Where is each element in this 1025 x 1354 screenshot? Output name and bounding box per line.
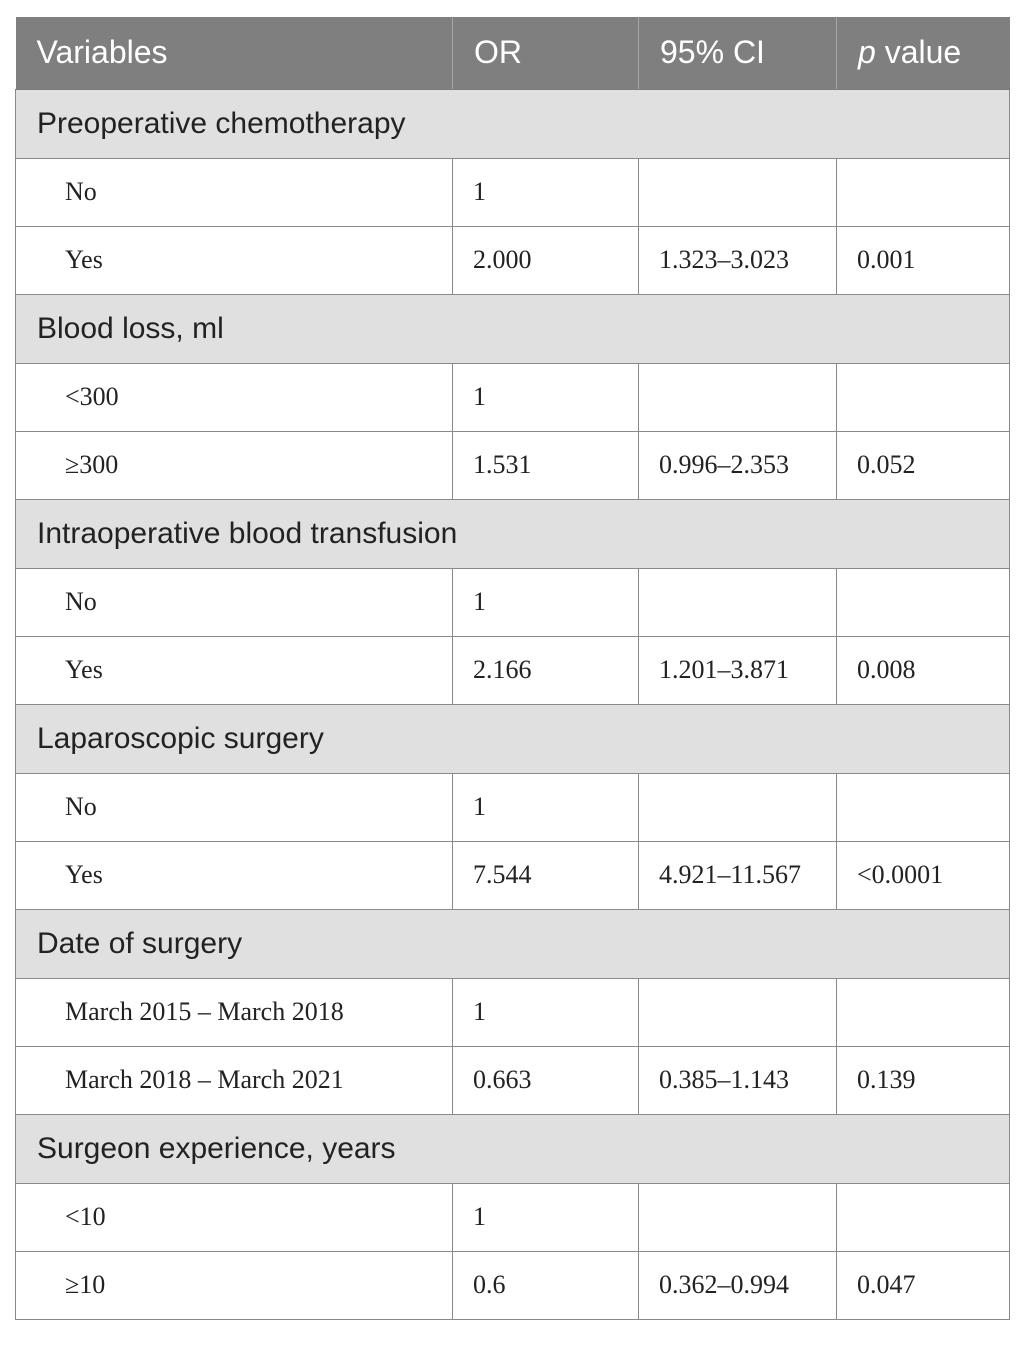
group-row (16, 704, 1010, 773)
row-ci: 0.362–0.994 (639, 1251, 837, 1319)
row-or: 7.544 (453, 841, 639, 909)
row-or: 1 (453, 978, 639, 1046)
row-p (837, 158, 1010, 226)
table-header-row (16, 17, 1010, 89)
row-or: 1.531 (453, 431, 639, 499)
row-p: 0.001 (837, 226, 1010, 294)
table-row (16, 841, 1010, 909)
group-row (16, 499, 1010, 568)
table-row (16, 158, 1010, 226)
row-or: 1 (453, 568, 639, 636)
row-ci: 0.385–1.143 (639, 1046, 837, 1114)
group-title: Preoperative chemotherapy (16, 89, 1010, 158)
table-row (16, 1251, 1010, 1319)
row-ci (639, 568, 837, 636)
header-p-value (837, 17, 1010, 89)
row-p: 0.139 (837, 1046, 1010, 1114)
row-label: No (16, 158, 453, 226)
row-label: March 2018 – March 2021 (16, 1046, 453, 1114)
row-label: No (16, 773, 453, 841)
row-label: March 2015 – March 2018 (16, 978, 453, 1046)
row-label: <300 (16, 363, 453, 431)
row-label: No (16, 568, 453, 636)
table-row (16, 1183, 1010, 1251)
row-p (837, 363, 1010, 431)
row-p: 0.008 (837, 636, 1010, 704)
group-title: Surgeon experience, years (16, 1114, 1010, 1183)
row-p: <0.0001 (837, 841, 1010, 909)
table-row (16, 636, 1010, 704)
table-row (16, 431, 1010, 499)
row-p: 0.047 (837, 1251, 1010, 1319)
table-row (16, 978, 1010, 1046)
header-variables: Variables (16, 17, 453, 89)
row-or: 2.000 (453, 226, 639, 294)
row-ci: 4.921–11.567 (639, 841, 837, 909)
group-row (16, 294, 1010, 363)
group-row (16, 1114, 1010, 1183)
group-title: Blood loss, ml (16, 294, 1010, 363)
group-title: Date of surgery (16, 909, 1010, 978)
table-row (16, 363, 1010, 431)
row-label: <10 (16, 1183, 453, 1251)
row-label: ≥300 (16, 431, 453, 499)
group-row (16, 89, 1010, 158)
row-or: 1 (453, 773, 639, 841)
row-ci: 0.996–2.353 (639, 431, 837, 499)
row-or: 2.166 (453, 636, 639, 704)
row-p: 0.052 (837, 431, 1010, 499)
row-ci (639, 773, 837, 841)
group-title: Intraoperative blood transfusion (16, 499, 1010, 568)
row-or: 1 (453, 158, 639, 226)
group-row (16, 909, 1010, 978)
row-label: Yes (16, 636, 453, 704)
row-ci (639, 1183, 837, 1251)
row-label: ≥10 (16, 1251, 453, 1319)
row-or: 1 (453, 363, 639, 431)
row-ci (639, 978, 837, 1046)
table-row (16, 773, 1010, 841)
group-title: Laparoscopic surgery (16, 704, 1010, 773)
odds-ratio-table (15, 17, 1010, 1320)
table-row (16, 226, 1010, 294)
table-row (16, 568, 1010, 636)
header-p-italic: p (858, 34, 876, 71)
header-or: OR (453, 17, 639, 89)
row-ci: 1.323–3.023 (639, 226, 837, 294)
row-label: Yes (16, 841, 453, 909)
row-ci: 1.201–3.871 (639, 636, 837, 704)
row-p (837, 568, 1010, 636)
header-ci: 95% CI (639, 17, 837, 89)
table-row (16, 1046, 1010, 1114)
row-p (837, 978, 1010, 1046)
header-p-rest: value (875, 34, 962, 71)
row-or: 0.6 (453, 1251, 639, 1319)
row-p (837, 1183, 1010, 1251)
row-p (837, 773, 1010, 841)
row-label: Yes (16, 226, 453, 294)
row-or: 1 (453, 1183, 639, 1251)
row-or: 0.663 (453, 1046, 639, 1114)
row-ci (639, 158, 837, 226)
row-ci (639, 363, 837, 431)
